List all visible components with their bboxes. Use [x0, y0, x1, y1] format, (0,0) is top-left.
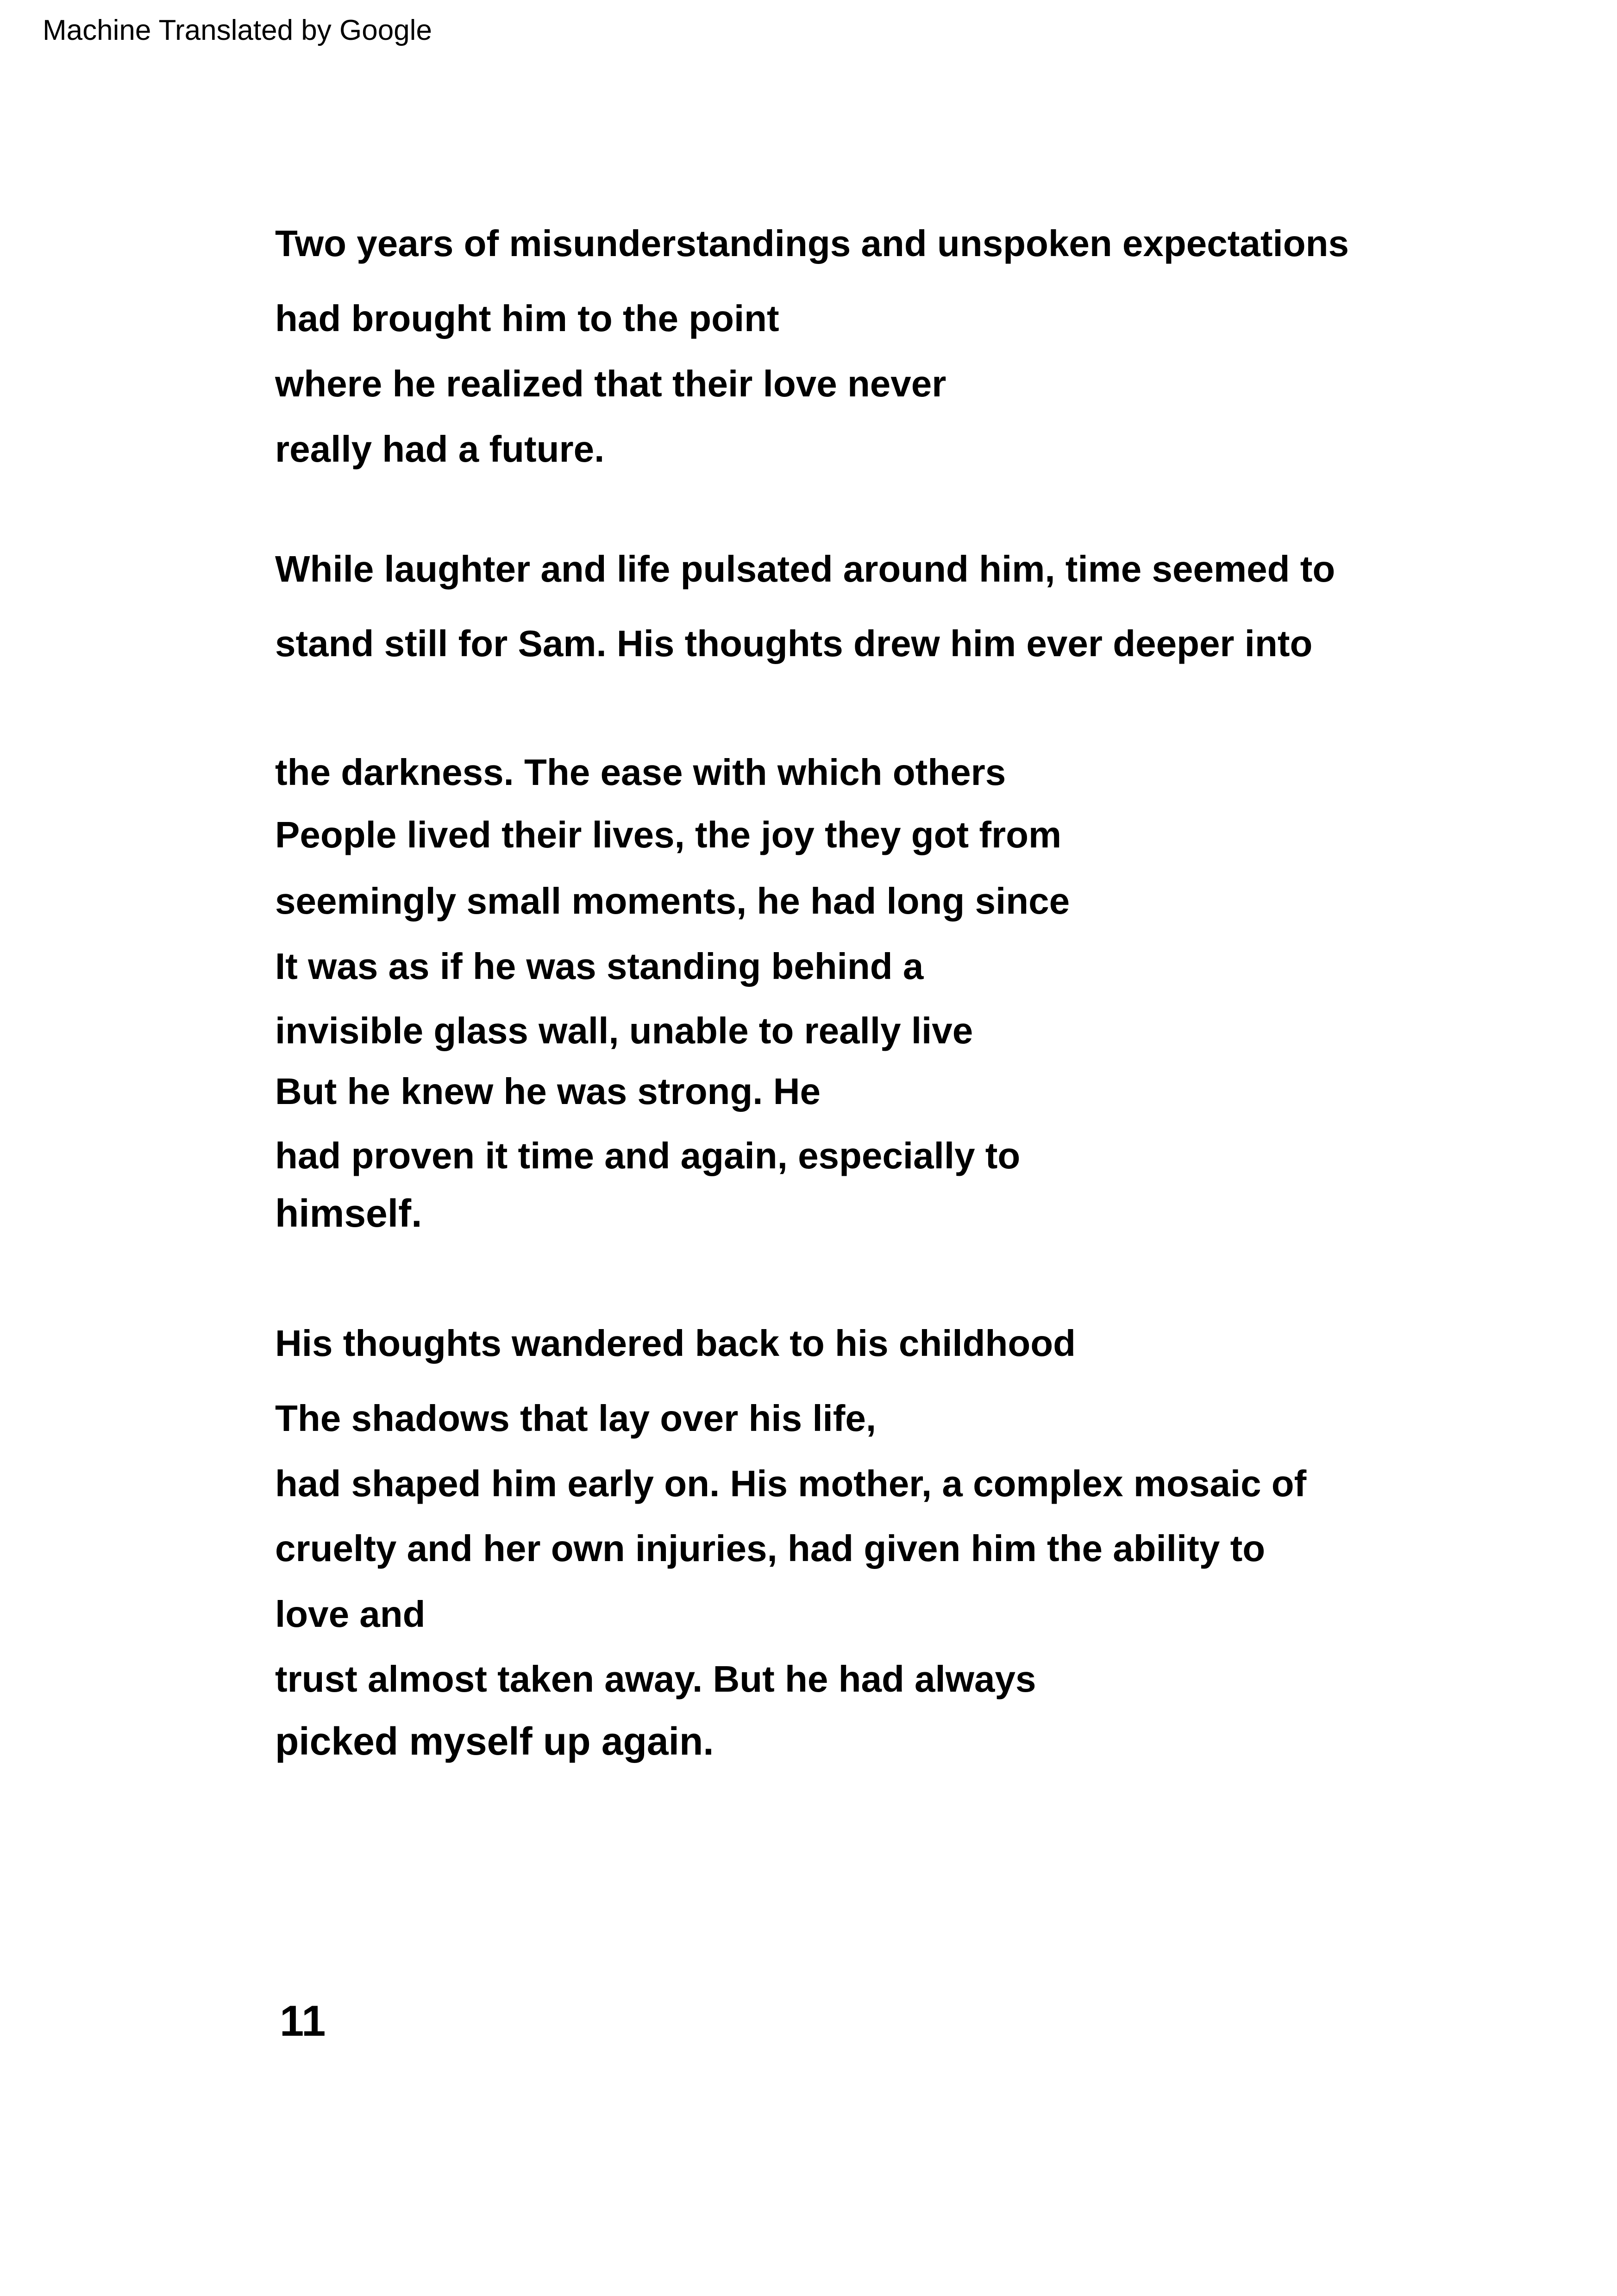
text-line: While laughter and life pulsated around him, time seemed to [275, 548, 1335, 590]
text-line: cruelty and her own injuries, had given him the ability to [275, 1528, 1266, 1569]
text-line: himself. [275, 1192, 422, 1235]
page-number: 11 [280, 1996, 326, 2045]
text-line: the darkness. The ease with which others [275, 752, 1006, 793]
text-line: Two years of misunderstandings and unspoken expectations [275, 223, 1349, 264]
text-line: His thoughts wandered back to his childhood [275, 1323, 1076, 1364]
text-line: had brought him to the point [275, 298, 779, 339]
text-line: But he knew he was strong. He [275, 1071, 821, 1112]
text-line: love and [275, 1593, 426, 1635]
text-line: The shadows that lay over his life, [275, 1398, 877, 1439]
text-line: where he realized that their love never [275, 363, 946, 404]
text-line: stand still for Sam. His thoughts drew him ever deeper into [275, 623, 1313, 664]
text-line: really had a future. [275, 428, 605, 470]
text-line: had shaped him early on. His mother, a complex mosaic of [275, 1463, 1307, 1504]
text-line: picked myself up again. [275, 1719, 714, 1763]
text-line: trust almost taken away. But he had always [275, 1658, 1036, 1700]
text-line: had proven it time and again, especially to [275, 1135, 1021, 1176]
text-line: It was as if he was standing behind a [275, 946, 924, 987]
text-line: People lived their lives, the joy they got from [275, 814, 1062, 855]
text-line: invisible glass wall, unable to really live [275, 1010, 973, 1051]
machine-translation-notice: Machine Translated by Google [43, 14, 432, 46]
text-line: seemingly small moments, he had long since [275, 880, 1070, 922]
